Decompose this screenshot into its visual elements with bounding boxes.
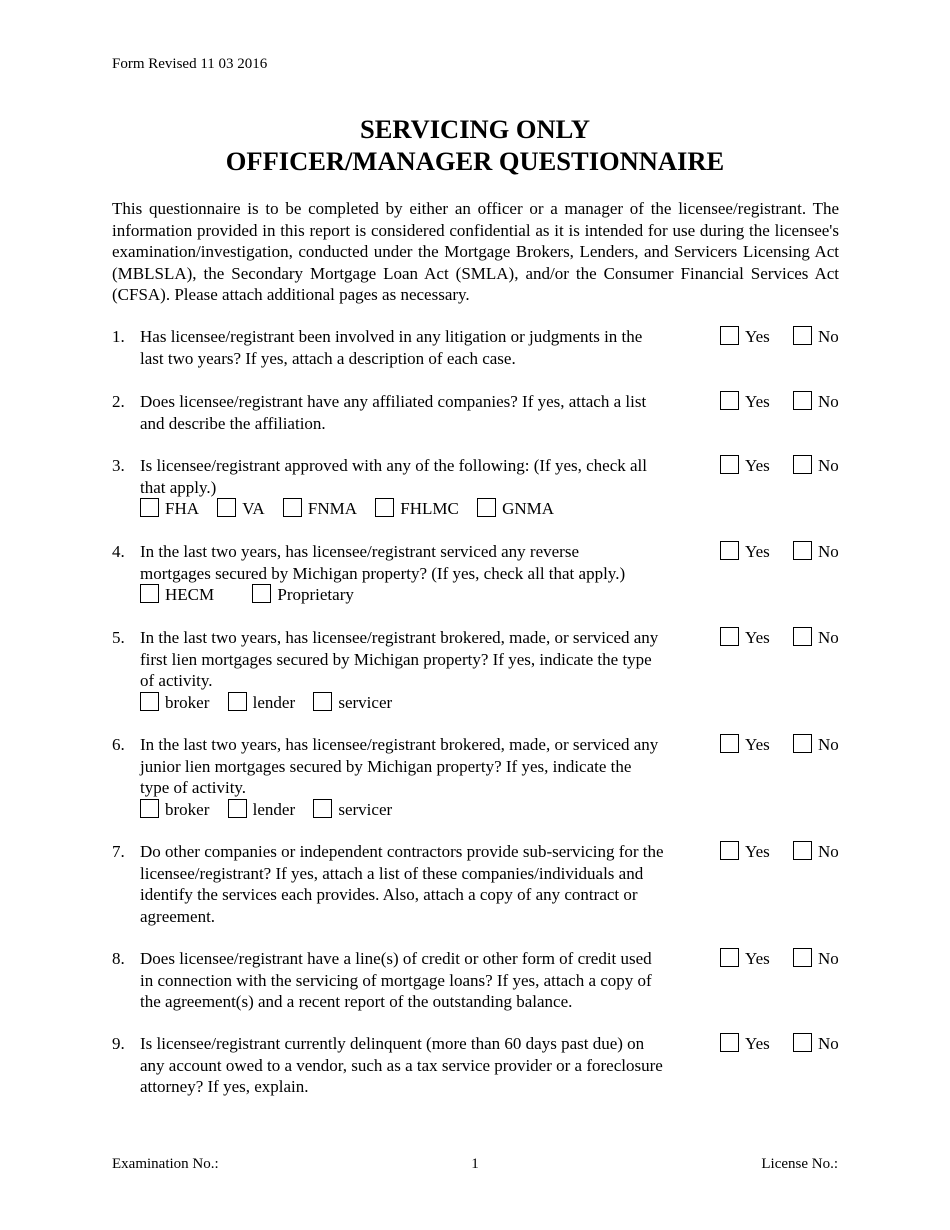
license-number-label: License No.: [761,1156,838,1172]
option-label: broker [165,692,210,712]
fnma-option[interactable] [283,498,357,520]
question-text [140,627,700,713]
yes-option[interactable] [720,948,770,970]
question-line: in connection with the servicing of mortgage loans? If yes, attach a copy of [140,970,652,990]
intro-sentence: This questionnaire is to be completed by either an officer or a manager of the licensee/registrant. [112,199,807,218]
yes-no-group [720,948,839,970]
question-text [140,391,700,434]
servicer-checkbox[interactable] [313,692,332,711]
no-label: No [818,735,839,754]
yes-label: Yes [745,392,770,411]
option-label: servicer [338,692,393,712]
no-label: No [818,628,839,647]
broker-option[interactable] [140,692,209,714]
question-line: Has licensee/registrant been involved in any litigation or judgments in the [140,327,643,346]
question-line: In the last two years, has licensee/registrant brokered, made, or serviced any [140,628,659,647]
question-line: type of activity. [140,778,247,797]
yes-checkbox[interactable] [720,455,739,474]
no-option[interactable] [793,627,839,649]
question-line: identify the services each provides. Also, attach a copy of any contract or [140,885,638,904]
no-checkbox[interactable] [793,391,812,410]
intro-sentence: Licensing Act (MBLSLA), the Secondary Mortgage Loan Act (SMLA), and/or the Consumer [112,242,839,283]
no-checkbox[interactable] [793,455,812,474]
question-line: Does licensee/registrant have a line(s) of credit or other form of credit used [140,949,652,968]
question-number: 3. [112,456,125,475]
no-checkbox[interactable] [793,734,812,753]
question-text [140,326,700,369]
question-number: 5. [112,628,125,647]
form-revised-date: Form Revised 11 03 2016 [112,56,268,72]
lender-checkbox[interactable] [228,692,247,711]
yes-no-group [720,841,839,863]
yes-option[interactable] [720,841,770,863]
question-text [140,1033,700,1098]
yes-option[interactable] [720,455,770,477]
gnma-option[interactable] [477,498,554,520]
question-text [140,948,700,1013]
option-label: lender [252,692,296,712]
no-checkbox[interactable] [793,841,812,860]
no-label: No [818,327,839,346]
question-line: attorney? If yes, explain. [140,1077,309,1096]
broker-checkbox[interactable] [140,799,159,818]
question-line: first lien mortgages secured by Michigan property? If yes, indicate the type [140,649,652,669]
question-line: In the last two years, has licensee/registrant brokered, made, or serviced any [140,735,659,754]
yes-checkbox[interactable] [720,1033,739,1052]
va-checkbox[interactable] [217,498,236,517]
no-option[interactable] [793,391,839,413]
no-label: No [818,456,839,475]
activity-options [140,692,700,714]
proprietary-option[interactable] [252,584,353,606]
question-line: Does licensee/registrant have any affiliated companies? If yes, attach a list [140,392,647,411]
fhlmc-checkbox[interactable] [375,498,394,517]
reverse-mortgage-options [140,584,700,606]
va-option[interactable] [217,498,264,520]
no-label: No [818,949,839,968]
question-number: 4. [112,542,125,561]
title-line-2: OFFICER/MANAGER QUESTIONNAIRE [225,146,725,176]
intro-paragraph [112,198,839,306]
servicer-checkbox[interactable] [313,799,332,818]
question-line: agreement. [140,906,216,926]
page-title [0,113,950,177]
question-number: 6. [112,735,125,754]
yes-label: Yes [745,842,770,861]
question-line: In the last two years, has licensee/registrant serviced any reverse [140,542,579,561]
option-label: HECM [165,585,215,604]
yes-label: Yes [745,327,770,346]
yes-checkbox[interactable] [720,541,739,560]
no-option[interactable] [793,541,839,563]
question-number: 8. [112,949,125,968]
intro-sentence: licensee's examination/investigation, conducted under the Mortgage Brokers, Lenders, and Servicers [112,220,839,261]
question-line: of activity. [140,671,213,690]
fha-checkbox[interactable] [140,498,159,517]
option-label: FNMA [307,499,358,518]
option-label: servicer [338,799,393,819]
lender-checkbox[interactable] [228,799,247,818]
option-label: FHLMC [400,499,459,518]
no-checkbox[interactable] [793,326,812,345]
yes-label: Yes [745,542,770,561]
yes-no-group [720,627,839,649]
yes-no-group [720,326,839,348]
fhlmc-option[interactable] [375,498,459,520]
no-option[interactable] [793,1033,839,1055]
option-label: Proprietary [277,585,354,604]
broker-option[interactable] [140,799,209,821]
yes-no-group [720,1033,839,1055]
yes-option[interactable] [720,1033,770,1055]
question-line: any account owed to a vendor, such as a tax service provider or a foreclosure [140,1055,663,1075]
intro-sentence: The information provided in this report is considered confidential as it is intended for use during the [112,199,839,240]
yes-checkbox[interactable] [720,841,739,860]
question-line: Is licensee/registrant currently delinquent (more than 60 days past due) on [140,1034,645,1053]
no-label: No [818,392,839,411]
approval-options [140,498,700,520]
question-line: Do other companies or independent contractors provide sub-servicing for the [140,842,664,861]
option-label: GNMA [502,499,555,518]
examination-number-label: Examination No.: [112,1156,219,1172]
question-line: last two years? If yes, attach a description of each case. [140,348,516,368]
intro-sentence: Financial Services Act (CFSA). Please attach additional pages as necessary. [112,263,840,304]
no-option[interactable] [793,734,839,756]
servicer-option[interactable] [313,799,392,821]
yes-no-group [720,734,839,756]
no-label: No [818,1034,839,1053]
option-label: lender [252,799,296,819]
question-text [140,734,700,820]
question-line: licensee/registrant? If yes, attach a list of these companies/individuals and [140,863,644,883]
yes-option[interactable] [720,734,770,756]
no-label: No [818,842,839,861]
question-line: Is licensee/registrant approved with any of the following: (If yes, check all [140,456,647,475]
yes-checkbox[interactable] [720,326,739,345]
question-number: 1. [112,327,125,346]
question-number: 9. [112,1034,125,1053]
no-checkbox[interactable] [793,627,812,646]
option-label: broker [165,799,210,819]
no-option[interactable] [793,455,839,477]
yes-checkbox[interactable] [720,391,739,410]
lender-option[interactable] [228,799,295,821]
no-checkbox[interactable] [793,541,812,560]
gnma-checkbox[interactable] [477,498,496,517]
yes-label: Yes [745,735,770,754]
no-option[interactable] [793,326,839,348]
question-line: junior lien mortgages secured by Michigan property? If yes, indicate the [140,756,632,776]
yes-label: Yes [745,949,770,968]
yes-label: Yes [745,456,770,475]
broker-checkbox[interactable] [140,692,159,711]
activity-options [140,799,700,821]
question-line: that apply.) [140,477,217,497]
no-label: No [818,542,839,561]
yes-no-group [720,541,839,563]
fnma-checkbox[interactable] [283,498,302,517]
hecm-checkbox[interactable] [140,584,159,603]
question-text [140,455,700,520]
proprietary-checkbox[interactable] [252,584,271,603]
question-text [140,841,700,927]
yes-no-group [720,455,839,477]
question-line: mortgages secured by Michigan property? (If yes, check all that apply.) [140,563,626,583]
yes-checkbox[interactable] [720,948,739,967]
question-number: 7. [112,842,125,861]
question-line: and describe the affiliation. [140,413,326,433]
no-option[interactable] [793,948,839,970]
yes-no-group [720,391,839,413]
yes-option[interactable] [720,627,770,649]
yes-option[interactable] [720,326,770,348]
yes-label: Yes [745,628,770,647]
yes-checkbox[interactable] [720,627,739,646]
servicer-option[interactable] [313,692,392,714]
option-label: FHA [165,499,200,518]
yes-option[interactable] [720,391,770,413]
question-text [140,541,700,606]
no-checkbox[interactable] [793,1033,812,1052]
yes-checkbox[interactable] [720,734,739,753]
option-label: VA [242,499,265,518]
yes-label: Yes [745,1034,770,1053]
page-number: 1 [471,1156,479,1172]
question-line: the agreement(s) and a recent report of the outstanding balance. [140,992,573,1011]
question-number: 2. [112,392,125,411]
yes-option[interactable] [720,541,770,563]
lender-option[interactable] [228,692,295,714]
title-line-1: SERVICING ONLY [359,114,591,144]
hecm-option[interactable] [140,584,214,606]
fha-option[interactable] [140,498,199,520]
no-checkbox[interactable] [793,948,812,967]
no-option[interactable] [793,841,839,863]
